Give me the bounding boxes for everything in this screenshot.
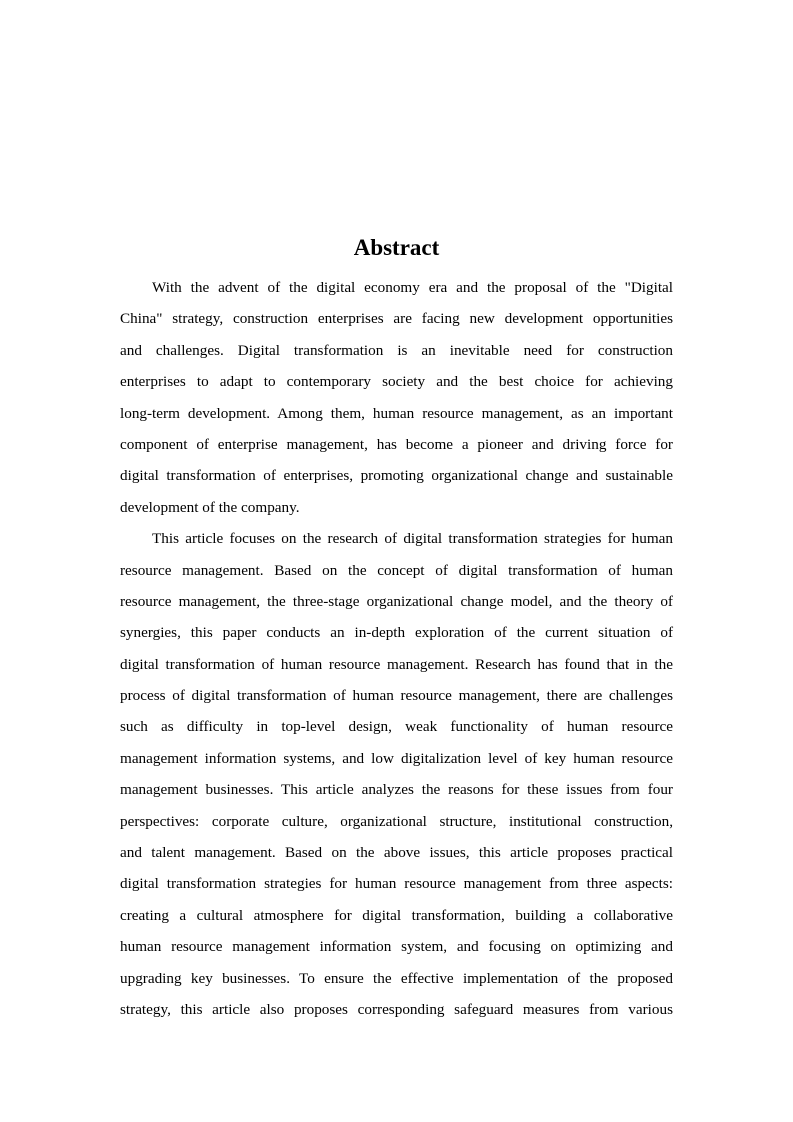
text-line: synergies, this paper conducts an in-depth exploration of the current situation of (120, 624, 673, 642)
text-line: This article focuses on the research of digital transformation strategies for human (152, 530, 673, 548)
abstract-body (120, 272, 673, 1025)
text-line: strategy, this article also proposes corresponding safeguard measures from various (120, 1000, 673, 1018)
text-line: and talent management. Based on the above issues, this article proposes practical (120, 844, 673, 862)
paragraph-1 (120, 272, 673, 523)
text-line: digital transformation strategies for human resource management from three aspects: (120, 875, 673, 893)
abstract-title: Abstract (353, 235, 440, 260)
text-line: human resource management information system, and focusing on optimizing and (120, 938, 673, 956)
text-line: management information systems, and low digitalization level of key human resource (120, 749, 673, 767)
text-line: development of the company. (120, 498, 300, 516)
text-line: enterprises to adapt to contemporary society and the best choice for achieving (120, 373, 673, 391)
text-line: China" strategy, construction enterprises are facing new development opportunities (120, 310, 673, 328)
text-line: and challenges. Digital transformation is an inevitable need for construction (120, 341, 673, 359)
text-line: perspectives: corporate culture, organizational structure, institutional construction, (120, 812, 673, 830)
paragraph-2 (120, 523, 673, 1025)
text-line: resource management, the three-stage organizational change model, and the theory of (120, 592, 673, 610)
text-line: such as difficulty in top-level design, weak functionality of human resource (120, 718, 673, 736)
text-line: process of digital transformation of human resource management, there are challenges (120, 687, 673, 705)
text-line: upgrading key businesses. To ensure the effective implementation of the proposed (120, 969, 673, 987)
text-line: resource management. Based on the concept of digital transformation of human (120, 561, 673, 579)
text-line: creating a cultural atmosphere for digital transformation, building a collaborative (120, 906, 673, 924)
text-line: digital transformation of enterprises, promoting organizational change and sustainable (120, 467, 673, 485)
text-line: component of enterprise management, has become a pioneer and driving force for (120, 435, 673, 453)
text-line: management businesses. This article analyzes the reasons for these issues from four (120, 781, 673, 799)
text-line: With the advent of the digital economy era and the proposal of the "Digital (152, 279, 673, 296)
text-line: digital transformation of human resource management. Research has found that in the (120, 655, 673, 673)
text-line: long-term development. Among them, human resource management, as an important (120, 404, 673, 422)
